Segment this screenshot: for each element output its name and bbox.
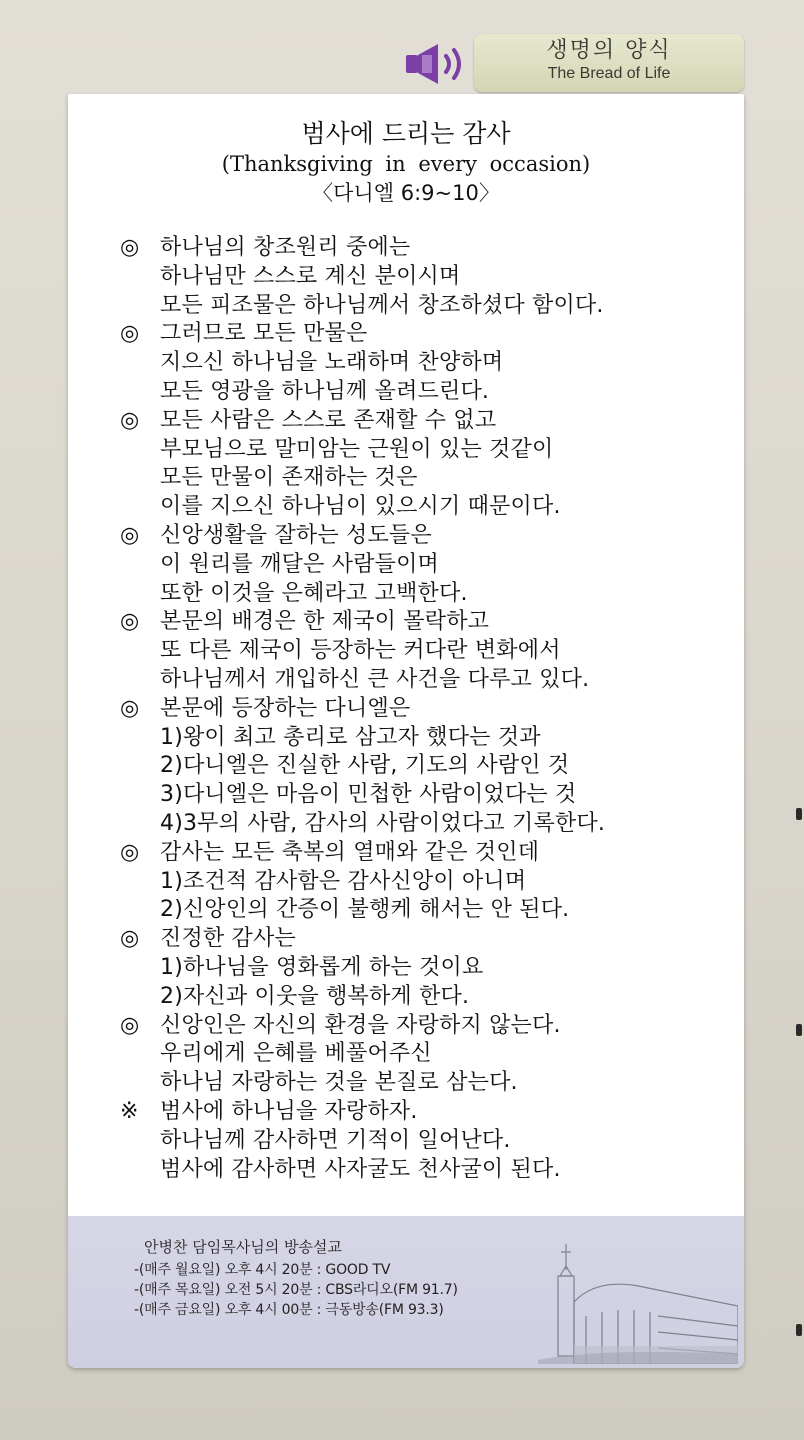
- sermon-point: [120, 925, 740, 1011]
- sermon-line: 감사는 모든 축복의 열매와 같은 것인데: [160, 839, 540, 865]
- sermon-line: 2)자신과 이웃을 행복하게 한다.: [160, 983, 470, 1009]
- edge-mark: [796, 808, 802, 820]
- sermon-line: 1)왕이 최고 총리로 삼고자 했다는 것과: [160, 724, 541, 750]
- sermon-line: 하나님의 창조원리 중에는: [160, 235, 411, 260]
- bullet-mark: ※: [120, 1098, 139, 1124]
- sermon-line: 우리에게 은혜를 베풀어주신: [160, 1041, 432, 1067]
- sermon-line: 모든 영광을 하나님께 올려드린다.: [160, 378, 490, 404]
- sermon-line: 부모님으로 말미암는 근원이 있는 것같이: [160, 436, 554, 462]
- bullet-mark: ◎: [120, 839, 140, 865]
- sermon-line: 모든 만물이 존재하는 것은: [160, 465, 418, 491]
- sermon-line: 지으신 하나님을 노래하며 찬양하며: [160, 350, 504, 376]
- edge-mark: [796, 1024, 802, 1036]
- edge-mark: [796, 1324, 802, 1336]
- church-illustration: [538, 1236, 738, 1364]
- sermon-line: 범사에 하나님을 자랑하자.: [160, 1098, 418, 1124]
- broadcast-schedule: [134, 1260, 458, 1320]
- sermon-line: 신앙인은 자신의 환경을 자랑하지 않는다.: [160, 1012, 561, 1038]
- broadcast-title: 안병찬 담임목사님의 방송설교: [144, 1238, 342, 1256]
- speaker-icon[interactable]: [404, 40, 468, 88]
- sermon-point: [120, 320, 740, 406]
- bullet-mark: ◎: [120, 235, 140, 260]
- sermon-line: 하나님께 감사하면 기적이 일어난다.: [160, 1127, 511, 1153]
- badge-english-title: The Bread of Life: [547, 65, 671, 82]
- schedule-item: -(매주 목요일) 오전 5시 20분 : CBS라디오(FM 91.7): [134, 1282, 458, 1298]
- bullet-mark: ◎: [120, 926, 140, 952]
- sermon-point: [120, 839, 740, 925]
- scripture-reference: 〈다니엘 6:9~10〉: [312, 181, 500, 205]
- sermon-line: 2)다니엘은 진실한 사람, 기도의 사람인 것: [160, 753, 570, 779]
- broadcast-footer: [68, 1216, 744, 1368]
- sermon-subtitle: (Thanksgiving in every occasion): [221, 152, 591, 176]
- bullet-mark: ◎: [120, 321, 140, 347]
- sermon-point: [120, 1012, 740, 1098]
- sermon-point: [120, 407, 740, 522]
- sermon-line: 하나님께서 개입하신 큰 사건을 다루고 있다.: [160, 666, 590, 692]
- sermon-line: 또 다른 제국이 등장하는 커다란 변화에서: [160, 638, 561, 664]
- sermon-card: [68, 94, 744, 1368]
- badge-korean-title: 생명의 양식: [546, 38, 672, 63]
- sermon-title: 범사에 드리는 감사: [301, 119, 511, 148]
- sermon-line: 이 원리를 깨달은 사람들이며: [160, 551, 440, 577]
- schedule-item: -(매주 월요일) 오후 4시 20분 : GOOD TV: [134, 1262, 391, 1278]
- bullet-mark: ◎: [120, 522, 140, 548]
- bullet-mark: ◎: [120, 407, 140, 433]
- sermon-line: 하나님 자랑하는 것을 본질로 삼는다.: [160, 1070, 518, 1096]
- schedule-item: -(매주 금요일) 오후 4시 00분 : 극동방송(FM 93.3): [134, 1302, 444, 1318]
- sermon-point: [120, 234, 740, 320]
- sermon-line: 범사에 감사하면 사자굴도 천사굴이 된다.: [160, 1156, 561, 1182]
- sermon-line: 신앙생활을 잘하는 성도들은: [160, 522, 432, 548]
- sermon-points: [120, 234, 740, 1184]
- sermon-point: [120, 1098, 740, 1184]
- sermon-line: 4)3무의 사람, 감사의 사람이었다고 기록한다.: [160, 810, 606, 836]
- sermon-point: [120, 695, 740, 839]
- card-header: [68, 118, 744, 208]
- sermon-line: 2)신앙인의 간증이 불행케 해서는 안 된다.: [160, 897, 570, 923]
- sermon-line: 본문의 배경은 한 제국이 몰락하고: [160, 609, 490, 635]
- sermon-line: 본문에 등장하는 다니엘은: [160, 695, 411, 721]
- sermon-point: [120, 522, 740, 608]
- sermon-line: 하나님만 스스로 계신 분이시며: [160, 263, 461, 289]
- bullet-mark: ◎: [120, 695, 140, 721]
- sermon-line: 진정한 감사는: [160, 926, 296, 952]
- bullet-mark: ◎: [120, 1012, 140, 1038]
- sermon-line: 1)하나님을 영화롭게 하는 것이요: [160, 954, 484, 980]
- sermon-line: 또한 이것을 은혜라고 고백한다.: [160, 580, 468, 606]
- sermon-line: 3)다니엘은 마음이 민첩한 사람이었다는 것: [160, 782, 577, 808]
- sermon-line: 모든 피조물은 하나님께서 창조하셨다 함이다.: [160, 292, 604, 318]
- bread-of-life-badge: [474, 34, 744, 92]
- sermon-line: 1)조건적 감사함은 감사신앙이 아니며: [160, 868, 527, 894]
- bullet-mark: ◎: [120, 609, 140, 635]
- sermon-point: [120, 608, 740, 694]
- sermon-line: 이를 지으신 하나님이 있으시기 때문이다.: [160, 494, 561, 520]
- sermon-line: 그러므로 모든 만물은: [160, 321, 368, 347]
- sermon-line: 모든 사람은 스스로 존재할 수 없고: [160, 407, 497, 433]
